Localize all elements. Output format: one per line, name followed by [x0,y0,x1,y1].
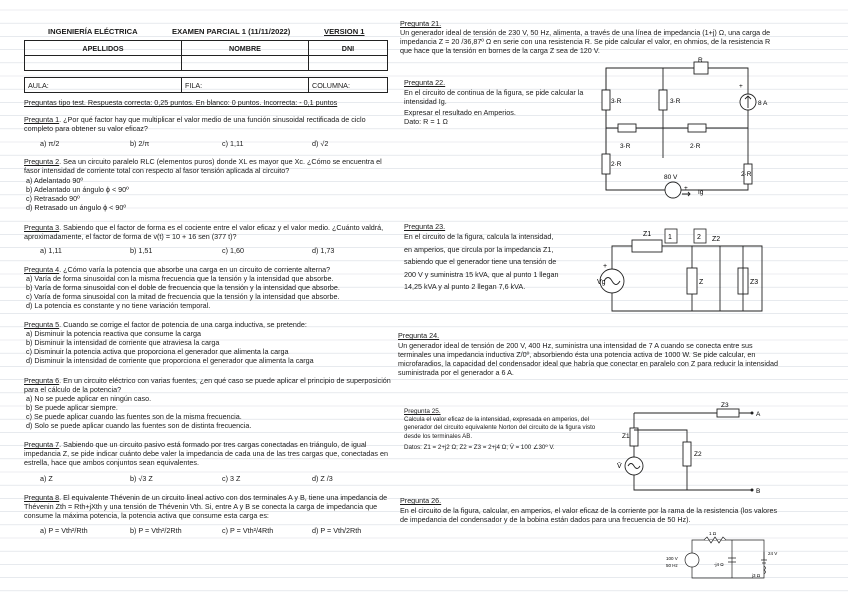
q5-option-a[interactable]: a) Disminuir la potencia reactiva que consume la carga [26,329,201,338]
c22-r3-c: 3·R [620,143,631,150]
question-label: Pregunta 7 [24,440,60,449]
q26-label: Pregunta 26. [400,496,442,505]
q3-option-a[interactable]: a) 1,11 [40,246,62,255]
circuit-q25 [612,400,782,495]
q4-option-b[interactable]: b) Varía de forma sinusoidal con el doble de frecuencia que la tensión y la intensidad que absorbe. [26,283,340,292]
question-6 [24,376,396,394]
c22-r-top: R [698,57,703,64]
nombre-label: NOMBRE [182,41,309,56]
apellidos-label: APELLIDOS [25,41,182,56]
q2-option-b[interactable]: b) Adelantado un ángulo ϕ < 90º [26,185,129,194]
q5-option-c[interactable]: c) Disminuir la potencia activa que proporciona el generador que alimenta la carga [26,347,289,356]
question-2 [24,157,396,175]
fila-field[interactable]: FILA: [182,78,309,93]
student-form [24,40,388,93]
c25-v: V̄ [617,463,622,470]
q8-option-d[interactable]: d) P = Vth/2Rth [312,526,362,535]
q5-option-d[interactable]: d) Disminuir la intensidad de corriente que proporciona el generador que alimenta la carga [26,356,314,365]
c23-z2: Z2 [712,236,721,243]
question-label: Pregunta 2 [24,157,60,166]
c23-node-1: 1 [668,234,672,241]
q8-option-b[interactable]: b) P = Vth²/2Rth [130,526,182,535]
c23-node-2: 2 [697,234,701,241]
q3-option-c[interactable]: c) 1,60 [222,246,244,255]
c26-c: -j4 Ω [714,562,724,567]
question-5 [24,320,396,329]
q22-label: Pregunta 22. [404,78,446,87]
question-text: . Sabiendo que un circuito pasivo está formado por tres cargas conectadas en triángulo, de igual impedancia Z, se pide indicar cuánto debe valer la impedancia de cada una de las tres cargas que, conectadas en estrella, hace que ambos conjuntos sean equivalentes. [24,440,388,467]
q26-text: En el circuito de la figura, calcular, en amperios, el valor eficaz de la corriente por la rama de la resistencia (los valores de impedancia del condensador y de la bobina están dados para una frecuencia de 50 Hz). [400,506,778,524]
question-text: . Cuando se corrige el factor de potencia de una carga inductiva, se pretende: [59,320,307,329]
c25-z3: Z3 [721,402,729,409]
nombre-field[interactable] [182,56,309,71]
c23-z1: Z1 [643,231,652,238]
question-8 [24,493,396,520]
q3-option-b[interactable]: b) 1,51 [130,246,153,255]
question-text: . El equivalente Thévenin de un circuito lineal activo con dos terminales A y B, tiene una impedancia de Thévenin Zth = Rth+jXth y una tensión de Thévenin Vth. Si, entre A y B se conecta la carga de impedancia que consume la máxima potencia, la potencia activa que consume esta carga es: [24,493,388,520]
question-1 [24,115,396,133]
q6-option-d[interactable]: d) Solo se puede aplicar cuando las fuentes son de distinta frecuencia. [26,421,252,430]
question-text: . ¿Por qué factor hay que multiplicar el valor medio de una función sinusoidal rectificada de ciclo completo para obtener su valor eficaz? [24,115,366,133]
c23-z3: Z3 [750,279,759,286]
q3-option-d[interactable]: d) 1,73 [312,246,335,255]
c26-dc: 24 V [768,551,778,556]
q1-option-a[interactable]: a) π/2 [40,139,60,148]
question-7 [24,440,396,467]
question-text: . Sea un circuito paralelo RLC (elementos puros) donde XL es mayor que Xc. ¿Cómo se encuentra el fasor intensidad de corriente total con respecto al fasor tensión aplicada al circuito? [24,157,382,175]
c25-z1: Z1 [622,433,630,440]
circuit-q22 [598,58,768,208]
apellidos-field[interactable] [25,56,182,71]
c22-plus-2: + [684,185,688,192]
question-label: Pregunta 6 [24,376,60,385]
question-label: Pregunta 8 [24,493,60,502]
q22-extra: Expresar el resultado en Amperios. [404,108,516,117]
c22-ig: Ig [698,189,704,196]
subject-title: INGENIERÍA ELÉCTRICA [48,27,138,36]
question-label: Pregunta 1 [24,115,60,124]
q22-text: En el circuito de continua de la figura, se pide calcular la intensidad Ig. [404,88,584,106]
q23-label: Pregunta 23. [404,222,446,231]
c26-l: j3 Ω [752,573,761,578]
q1-option-d[interactable]: d) √2 [312,139,329,148]
q23-text: En el circuito de la figura, calcula la intensidad, en amperios, que circula por la impedancia Z1, sabiendo que el generador tiene una tensión de 200 V y suministra 15 kVA, que al punto 1 llegan 14,25 kVA y al punto 2 llegan 7,6 kVA. [404,232,559,291]
c25-terminal-b: B [756,488,761,495]
c25-z2: Z2 [694,451,702,458]
q4-option-d[interactable]: d) La potencia es constante y no tiene variación temporal. [26,301,211,310]
question-text: . ¿Cómo varía la potencia que absorbe una carga en un circuito de corriente alterna? [59,265,331,274]
q4-option-a[interactable]: a) Varía de forma sinusoidal con la misma frecuencia que la tensión y la intensidad que absorbe. [26,274,334,283]
c22-v80: 80 V [664,174,678,181]
question-label: Pregunta 3 [24,223,60,232]
circuit-q26 [664,528,776,588]
q2-option-c[interactable]: c) Retrasado 90º [26,194,80,203]
aula-field[interactable]: AULA: [25,78,182,93]
c25-terminal-a: A [756,411,761,418]
q24-text: Un generador ideal de tensión de 200 V, 400 Hz, suministra una intensidad de 7 A cuando se conecta entre sus terminales una impedancia inductiva Z/0º, absorbiendo ésta una potencia activa de 1000 W. Se pide calcular, en microfaradios, la capacidad del condensador ideal que habría que conectar en paralelo con Z para reducir la intensidad suministrada por el generador a 6 A. [398,341,778,377]
c22-plus-1: + [739,83,743,90]
scoring-intro: Preguntas tipo test. Respuesta correcta: 0,25 puntos. En blanco: 0 puntos. Incorrecta: - 0,1 puntos [24,98,338,107]
exam-title: EXAMEN PARCIAL 1 (11/11/2022) [172,27,291,36]
c22-src-8a: 8 A [758,100,768,107]
c26-v: 100 V [666,556,678,561]
question-label: Pregunta 5 [24,320,60,329]
c22-r2-b: 2·R [611,161,622,168]
c23-vg: Vg [597,279,606,286]
q5-option-b[interactable]: b) Disminuir la intensidad de corriente que atraviesa la carga [26,338,220,347]
c22-r3-b: 3·R [670,98,681,105]
q6-option-b[interactable]: b) Se puede aplicar siempre. [26,403,118,412]
c26-f: 50 Hz [666,563,678,568]
q1-option-c[interactable]: c) 1,11 [222,139,244,148]
q24-label: Pregunta 24. [398,331,440,340]
q25-text: Calcula el valor eficaz de la intensidad, expresada en amperios, del generador del circuito equivalente Norton del circuito de la figura visto desde los terminales AB. [404,416,596,440]
q7-option-d[interactable]: d) Z /3 [312,474,333,483]
version-label: VERSION 1 [324,27,365,36]
question-4 [24,265,396,274]
question-text: . En un circuito eléctrico con varias fuentes, ¿en qué caso se puede aplicar el principio de superposición para el cálculo de la potencia? [24,376,391,394]
columna-field[interactable]: COLUMNA: [309,78,388,93]
q7-option-b[interactable]: b) √3 Z [130,474,153,483]
q25-label: Pregunta 25. [404,408,441,415]
q21-text: Un generador ideal de tensión de 230 V, 50 Hz, alimenta, a través de una línea de impedancia (1+j) Ω, una carga de impedancia Z = 20 /36,87º Ω en serie con una resistencia R. Se pide calcular el valor, en ohmios, de la resistencia R que hace que la tensión en bornes de la carga Z sea de 120 V. [400,28,771,55]
c22-r2-c: 2·R [741,171,752,178]
q6-option-a[interactable]: a) No se puede aplicar en ningún caso. [26,394,152,403]
q22-dato: Dato: R = 1 Ω [404,117,448,126]
c23-plus: + [603,263,608,270]
c26-r: 1 Ω [709,531,717,536]
dni-field[interactable] [309,56,388,71]
q7-option-c[interactable]: c) 3 Z [222,474,241,483]
question-label: Pregunta 4 [24,265,60,274]
c22-r2-a: 2·R [690,143,701,150]
q7-option-a[interactable]: a) Z [40,474,53,483]
q8-option-c[interactable]: c) P = Vth²/4Rth [222,526,274,535]
q2-option-a[interactable]: a) Adelantado 90º [26,176,83,185]
question-3 [24,223,396,241]
circuit-q23 [562,226,782,326]
q1-option-b[interactable]: b) 2/π [130,139,150,148]
q25-dato: Datos: Z1 = 2+j2 Ω; Z2 = Z3 = 2+j4 Ω; V̄ = 100 ∠30º V. [404,444,555,451]
q8-option-a[interactable]: a) P = Vth²/Rth [40,526,88,535]
c23-z: Z [699,279,704,286]
dni-label: DNI [309,41,388,56]
q6-option-c[interactable]: c) Se puede aplicar cuando las fuentes son de la misma frecuencia. [26,412,242,421]
question-text: . Sabiendo que el factor de forma es el cociente entre el valor eficaz y el valor medio. ¿Cuánto valdrá, aproximadamente, el factor de forma de v(t) = 10 + 16 sen (377 t)? [24,223,384,241]
q2-option-d[interactable]: d) Retrasado un ángulo ϕ < 90º [26,203,126,212]
q4-option-c[interactable]: c) Varía de forma sinusoidal con la mitad de frecuencia que la tensión y la intensidad que absorbe. [26,292,340,301]
q21-label: Pregunta 21. [400,19,442,28]
c22-r3-a: 3·R [611,98,622,105]
